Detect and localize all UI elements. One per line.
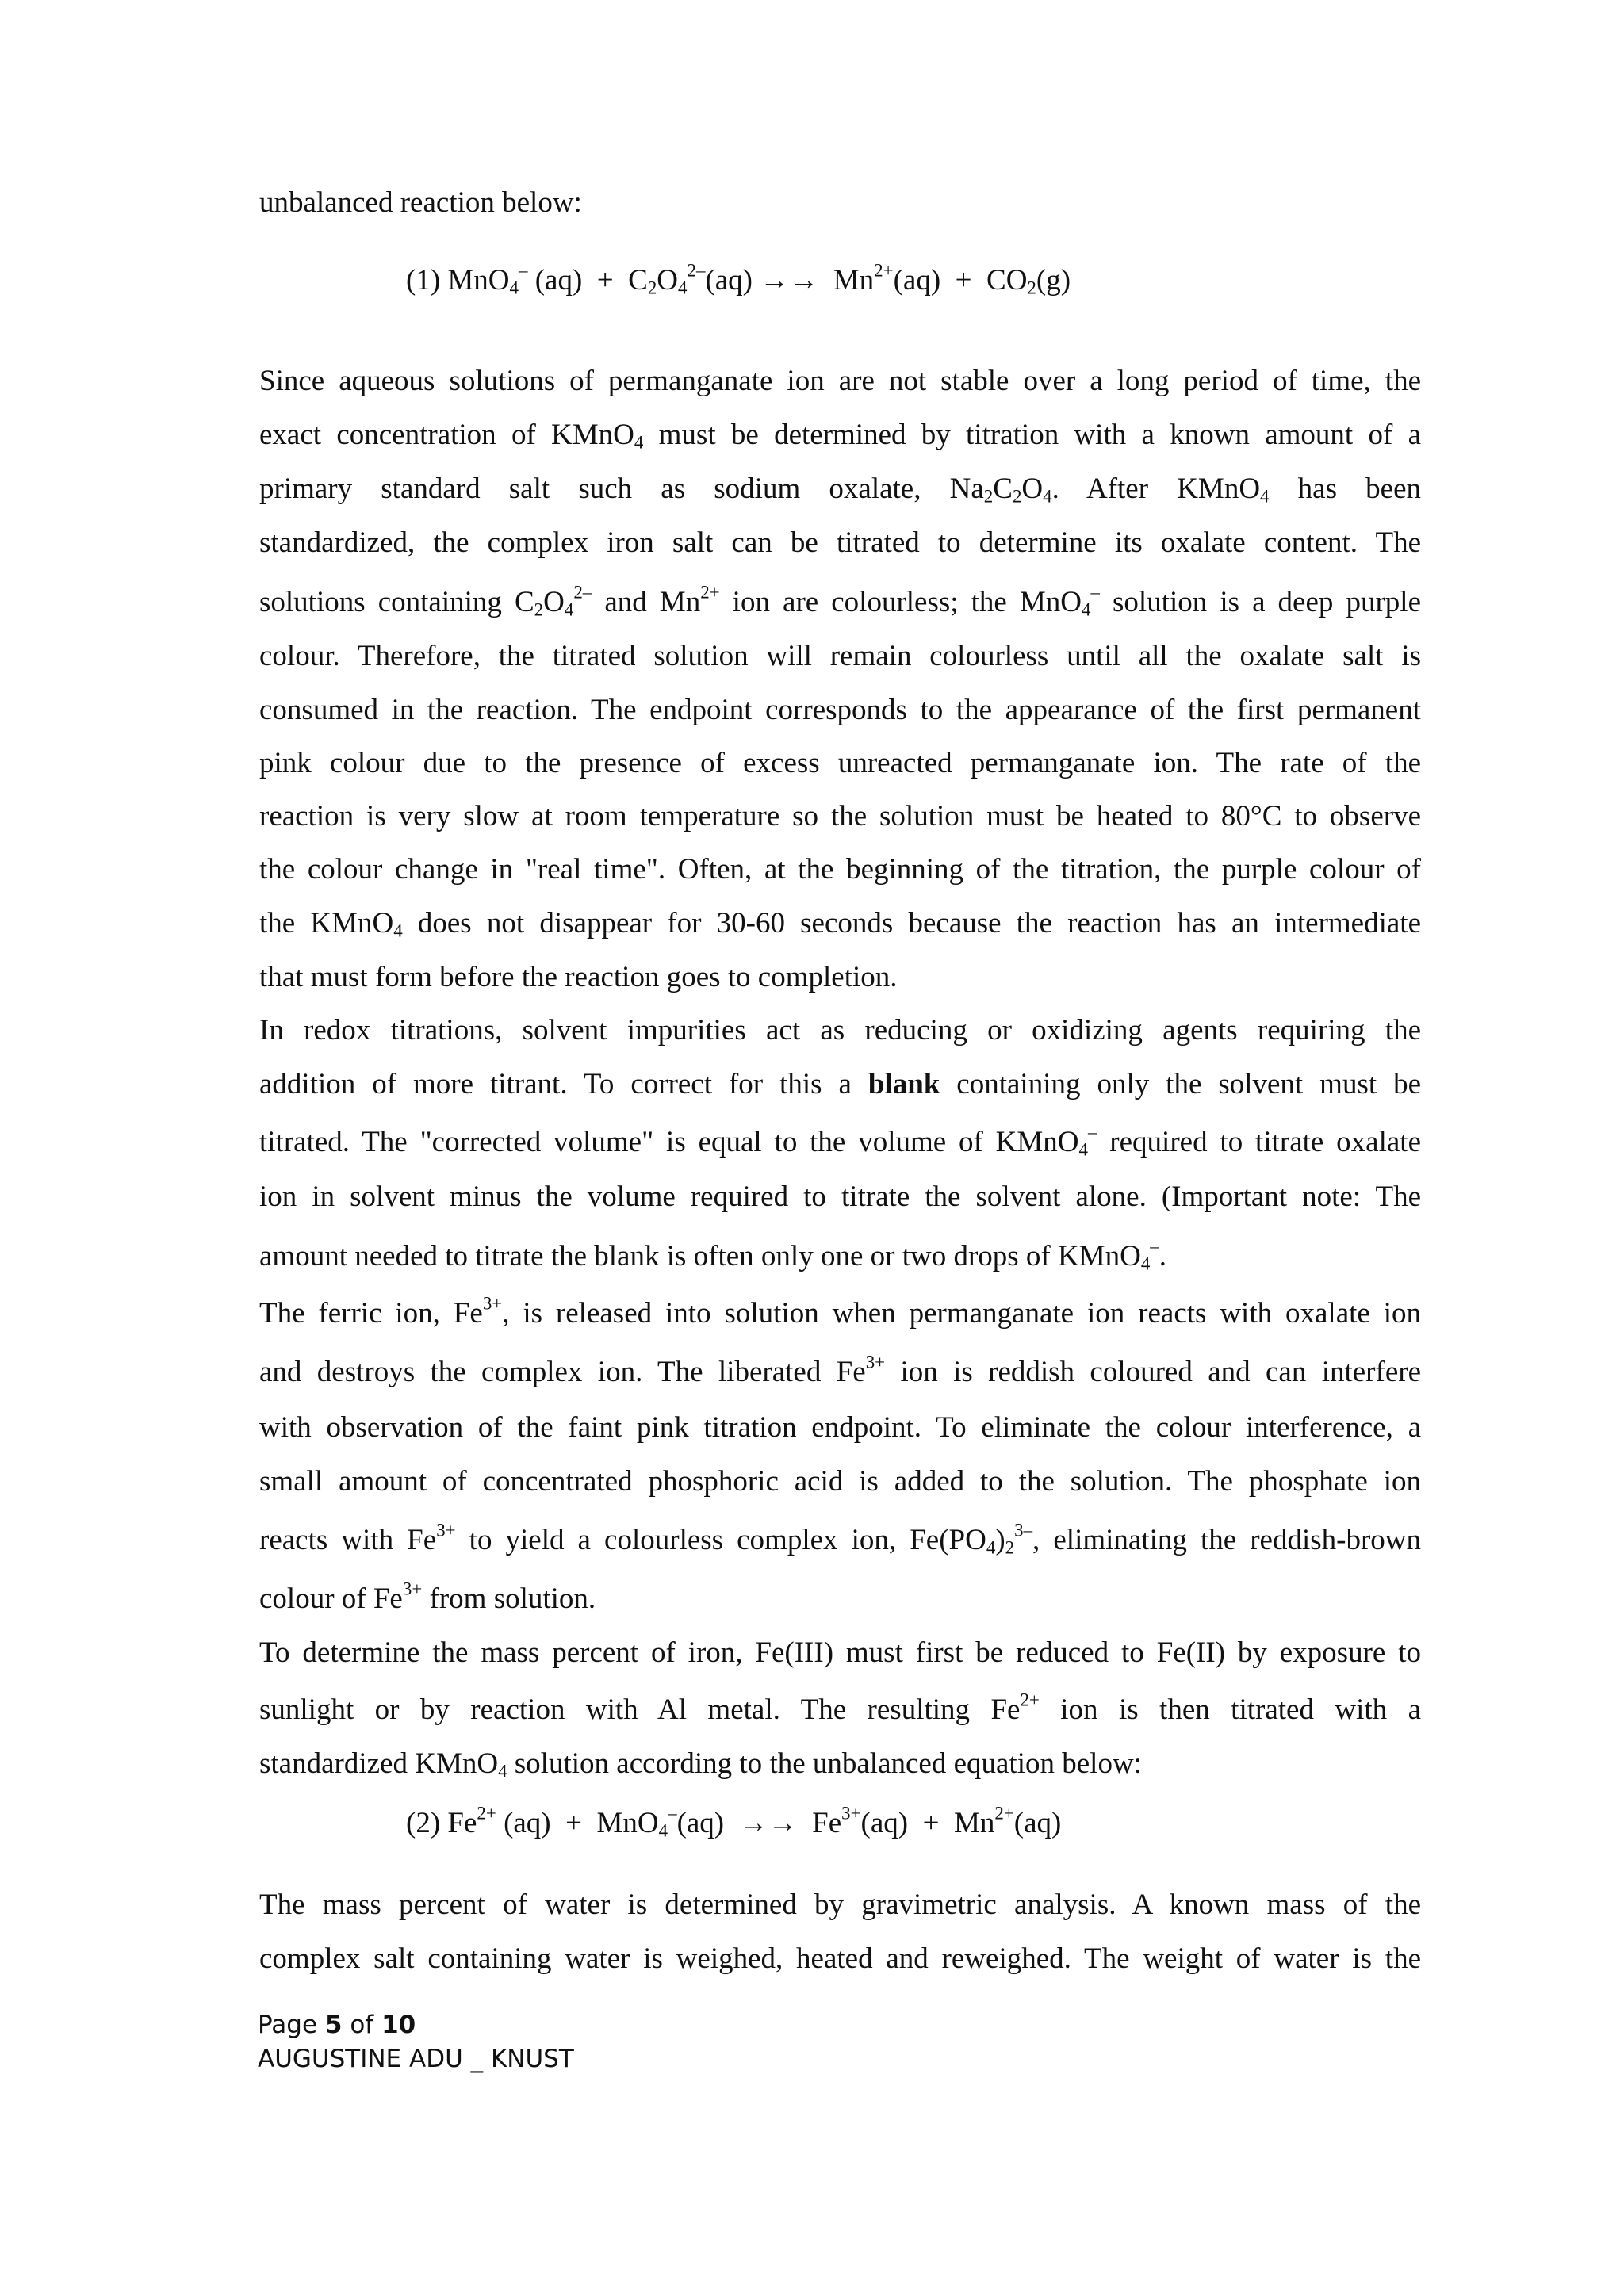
reaction-arrow: →→ bbox=[738, 1807, 798, 1839]
text-line: standardized KMnO$_4$ solution according to the unbalanced equation below: bbox=[259, 1747, 1142, 1781]
text-line: and destroys the complex ion. The liberated $Fe^{3+}$ ion is reddish coloured and can interfere bbox=[259, 1352, 1421, 1388]
text-line: consumed in the reaction. The endpoint corresponds to the appearance of the first permanent bbox=[259, 694, 1421, 726]
text-line: addition of more titrant. To correct for this a blank containing only the solvent must be bbox=[259, 1068, 1421, 1100]
text-line: sunlight or by reaction with Al metal. The resulting $Fe^{2+}$ ion is then titrated with a bbox=[259, 1689, 1421, 1726]
text-line: primary standard salt such as sodium oxalate, $Na_2C_2O_4$. After KMnO$_4$ has been bbox=[259, 473, 1421, 507]
footer-author: AUGUSTINE ADU _ KNUST bbox=[258, 2045, 574, 2073]
text-line: In redox titrations, solvent impurities act as reducing or oxidizing agents requiring the bbox=[259, 1014, 1421, 1047]
text-line: titrated. The "corrected volume" is equal to the volume of KMnO$_4$– required to titrate oxalate bbox=[259, 1122, 1421, 1160]
intro-line: unbalanced reaction below: bbox=[259, 186, 582, 219]
text-line: ion in solvent minus the volume required to titrate the solvent alone. (Important note: The bbox=[259, 1181, 1421, 1213]
text-line: reacts with $Fe^{3+}$ to yield a colourless complex ion, $Fe(PO_4)_2^{3-}$, eliminating the reddish-brown bbox=[259, 1520, 1422, 1558]
text-line: To determine the mass percent of iron, Fe(III) must first be reduced to Fe(II) by exposure to bbox=[259, 1636, 1421, 1669]
text-line: that must form before the reaction goes to completion. bbox=[259, 961, 898, 993]
text-line: colour. Therefore, the titrated solution will remain colourless until all the oxalate salt is bbox=[259, 640, 1421, 672]
text-line: The ferric ion, $Fe^{3+}$, is released into solution when permanganate ion reacts with oxalate ion bbox=[259, 1293, 1421, 1330]
equation-1: (1) MnO$_4$– $(aq) + C_2O_4^{2-}(aq) \to\to Mn^{2+}(aq) + CO_2(g)$ bbox=[406, 260, 1071, 298]
page-number: Page 5 of 10 bbox=[258, 2011, 416, 2039]
text-line: colour of $Fe^{3+}$ from solution. bbox=[259, 1578, 596, 1615]
text-line: solutions containing $C_2O_4^{2-}$ and $Mn^{2+}$ ion are colourless; the MnO$_4$– solution is a deep purple bbox=[259, 582, 1421, 620]
text-line: The mass percent of water is determined by gravimetric analysis. A known mass of the bbox=[259, 1888, 1421, 1921]
equation-2: (2) $Fe^{2+}$ $(aq) + MnO_4^-(aq) \to\to Fe^{3+}(aq) + Mn^{2+}(aq)$ bbox=[406, 1803, 1062, 1841]
text-line: complex salt containing water is weighed, heated and reweighed. The weight of water is the bbox=[259, 1942, 1421, 1975]
text-line: the colour change in "real time". Often, at the beginning of the titration, the purple colour of bbox=[259, 853, 1421, 886]
text-line: pink colour due to the presence of excess unreacted permanganate ion. The rate of the bbox=[259, 747, 1421, 779]
text-line: the KMnO$_4$ does not disappear for 30-60 seconds because the reaction has an intermediate bbox=[259, 907, 1421, 941]
text-line: Since aqueous solutions of permanganate ion are not stable over a long period of time, the bbox=[259, 365, 1421, 397]
text-line: with observation of the faint pink titration endpoint. To eliminate the colour interference, a bbox=[259, 1411, 1421, 1444]
text-line: reaction is very slow at room temperature so the solution must be heated to 80°C to observe bbox=[259, 800, 1421, 832]
text-line: amount needed to titrate the blank is often only one or two drops of KMnO$_4$–. bbox=[259, 1236, 1167, 1274]
text-line: small amount of concentrated phosphoric acid is added to the solution. The phosphate ion bbox=[259, 1465, 1421, 1498]
text-line: exact concentration of KMnO$_4$ must be determined by titration with a known amount of a bbox=[259, 419, 1421, 453]
bold-term: blank bbox=[868, 1068, 940, 1100]
text-line: standardized, the complex iron salt can be titrated to determine its oxalate content. The bbox=[259, 526, 1421, 559]
reaction-arrow: →→ bbox=[760, 264, 819, 297]
